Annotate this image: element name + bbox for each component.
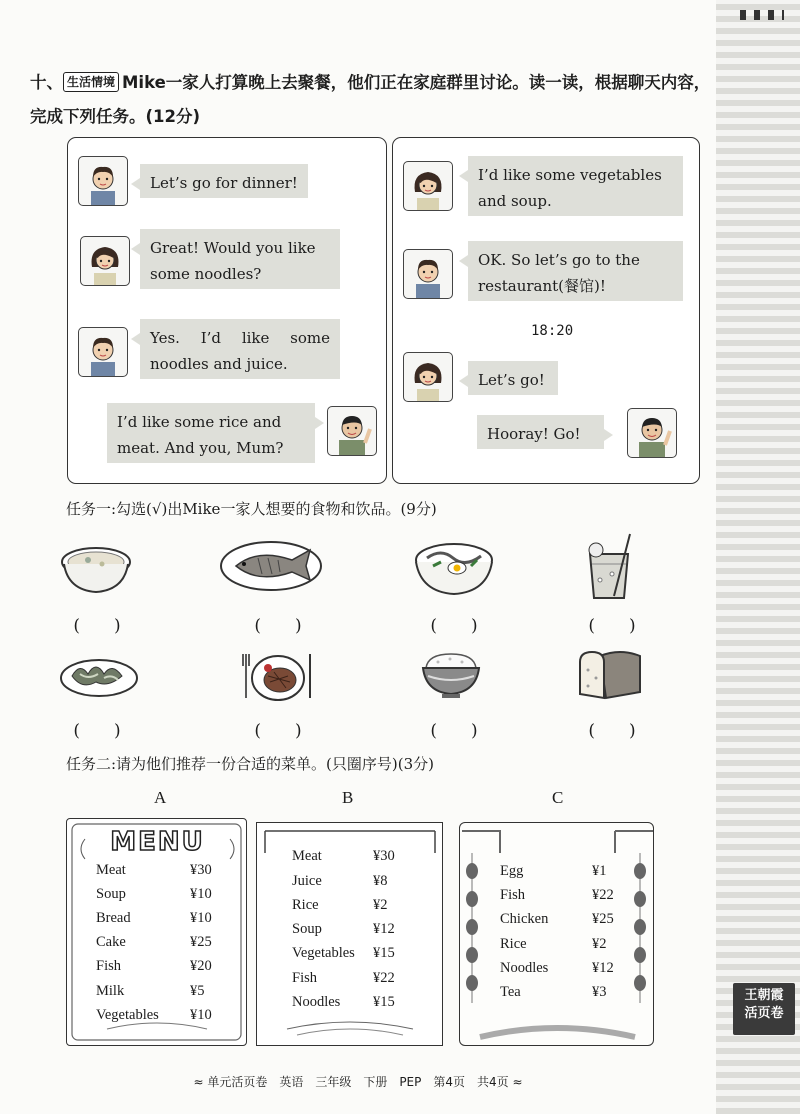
page-edge-strip	[716, 0, 800, 1114]
menu-c	[459, 822, 654, 1046]
boy-avatar-icon	[79, 328, 127, 376]
menu-b-item-name: Fish	[292, 970, 317, 986]
page-footer: ≈ 单元活页卷 英语 三年级 下册 PEP 第4页 共4页 ≈	[193, 1075, 523, 1089]
rice-bowl-icon	[420, 650, 482, 700]
chat-time: 18:20	[531, 323, 574, 339]
menu-b-item-price: ¥2	[373, 897, 388, 913]
menu-c-item-name: Fish	[500, 887, 525, 903]
menu-a-item-price: ¥10	[190, 910, 212, 926]
answer-bracket[interactable]: ( )	[430, 616, 478, 636]
brand-line1: 王朝霞	[744, 988, 784, 1003]
juice-glass-icon	[584, 530, 640, 602]
dad-avatar-icon	[628, 409, 676, 457]
chat-bubble: Let’s go!	[468, 361, 558, 395]
soup-bowl-icon	[58, 540, 134, 596]
boy-avatar	[78, 156, 128, 206]
chat-bubble: Let’s go for dinner!	[140, 164, 308, 198]
menu-c-item-name: Tea	[500, 984, 521, 1000]
chat-bubble: Great! Would you like some noodles?	[140, 229, 340, 289]
menu-a-item-name: Meat	[96, 862, 126, 878]
fish-dish-icon	[218, 536, 324, 594]
question-text: Mike一家人打算晚上去聚餐，他们正在家庭群里讨论。读一读，根据聊天内容，完成下列任务。(12分)	[30, 73, 711, 126]
dad-avatar-icon	[328, 407, 376, 455]
menu-a-item-name: Vegetables	[96, 1007, 159, 1023]
mum-avatar	[403, 352, 453, 402]
menu-c-item-price: ¥22	[592, 887, 614, 903]
menu-c-item-price: ¥3	[592, 984, 607, 1000]
menu-b-item-name: Soup	[292, 921, 322, 937]
menu-a-item-price: ¥10	[190, 886, 212, 902]
menu-b-item-price: ¥30	[373, 848, 395, 864]
dad-avatar	[327, 406, 377, 456]
menu-a-item-name: Fish	[96, 958, 121, 974]
binding-marks	[740, 10, 784, 20]
answer-bracket[interactable]: ( )	[588, 616, 636, 636]
context-tag: 生活情境	[63, 72, 119, 92]
menu-b-item-price: ¥15	[373, 994, 395, 1010]
boy-avatar	[403, 249, 453, 299]
answer-bracket[interactable]: ( )	[588, 721, 636, 741]
chat-bubble: Hooray! Go!	[477, 415, 604, 449]
chat-bubble: Yes. I’d like some noodles and juice.	[140, 319, 340, 379]
menu-c-item-price: ¥1	[592, 863, 607, 879]
menu-b-item-name: Rice	[292, 897, 319, 913]
menu-c-frame	[460, 823, 655, 1047]
menu-letter-a[interactable]: A	[154, 788, 167, 807]
menu-c-item-price: ¥25	[592, 911, 614, 927]
brand-logo	[733, 983, 795, 1035]
answer-bracket[interactable]: ( )	[73, 721, 121, 741]
dad-avatar	[627, 408, 677, 458]
question-number: 十、	[30, 73, 63, 92]
chat-bubble: I’d like some vegetables and soup.	[468, 156, 683, 216]
menu-a-item-name: Bread	[96, 910, 131, 926]
mum-avatar-icon	[81, 237, 129, 285]
menu-b-item-name: Noodles	[292, 994, 341, 1010]
mum-avatar-icon	[404, 162, 452, 210]
answer-bracket[interactable]: ( )	[73, 616, 121, 636]
boy-avatar-icon	[79, 157, 127, 205]
menu-a-header: MENU	[110, 827, 205, 857]
menu-b-item-name: Vegetables	[292, 945, 355, 961]
menu-a-item-price: ¥5	[190, 983, 205, 999]
menu-c-item-name: Rice	[500, 936, 527, 952]
answer-bracket[interactable]: ( )	[254, 616, 302, 636]
menu-c-item-name: Noodles	[500, 960, 549, 976]
menu-a-item-name: Milk	[96, 983, 125, 999]
menu-c-item-name: Egg	[500, 863, 524, 879]
menu-letter-b[interactable]: B	[342, 788, 354, 807]
task1-title: 任务一:勾选(√)出Mike一家人想要的食物和饮品。(9分)	[66, 500, 437, 518]
menu-a-item-name: Cake	[96, 934, 126, 950]
brand-line2: 活页卷	[744, 1006, 784, 1021]
boy-avatar-icon	[404, 250, 452, 298]
menu-a-item-price: ¥10	[190, 1007, 212, 1023]
menu-c-item-price: ¥2	[592, 936, 607, 952]
question-title	[30, 66, 720, 134]
menu-b	[256, 822, 443, 1046]
menu-b-item-name: Juice	[292, 873, 322, 889]
menu-a-item-name: Soup	[96, 886, 126, 902]
mum-avatar	[403, 161, 453, 211]
menu-b-item-price: ¥22	[373, 970, 395, 986]
menu-b-item-price: ¥12	[373, 921, 395, 937]
noodles-bowl-icon	[413, 538, 495, 598]
chat-bubble: I’d like some rice and meat. And you, Mum?	[107, 403, 315, 463]
menu-letter-c[interactable]: C	[552, 788, 564, 807]
menu-a-item-price: ¥25	[190, 934, 212, 950]
menu-b-item-price: ¥8	[373, 873, 388, 889]
answer-bracket[interactable]: ( )	[430, 721, 478, 741]
menu-b-item-name: Meat	[292, 848, 322, 864]
menu-a-item-price: ¥30	[190, 862, 212, 878]
task2-title: 任务二:请为他们推荐一份合适的菜单。(只圈序号)(3分)	[66, 755, 435, 773]
menu-b-frame	[257, 823, 444, 1047]
chat-bubble: OK. So let’s go to the restaurant(餐馆)!	[468, 241, 683, 301]
bread-loaf-icon	[576, 648, 646, 700]
menu-a-item-price: ¥20	[190, 958, 212, 974]
menu-c-item-price: ¥12	[592, 960, 614, 976]
mum-avatar-icon	[404, 353, 452, 401]
mum-avatar	[80, 236, 130, 286]
menu-b-item-price: ¥15	[373, 945, 395, 961]
boy-avatar	[78, 327, 128, 377]
vegetables-dish-icon	[58, 652, 140, 700]
menu-c-item-name: Chicken	[500, 911, 549, 927]
answer-bracket[interactable]: ( )	[254, 721, 302, 741]
meat-steak-icon	[240, 648, 316, 704]
